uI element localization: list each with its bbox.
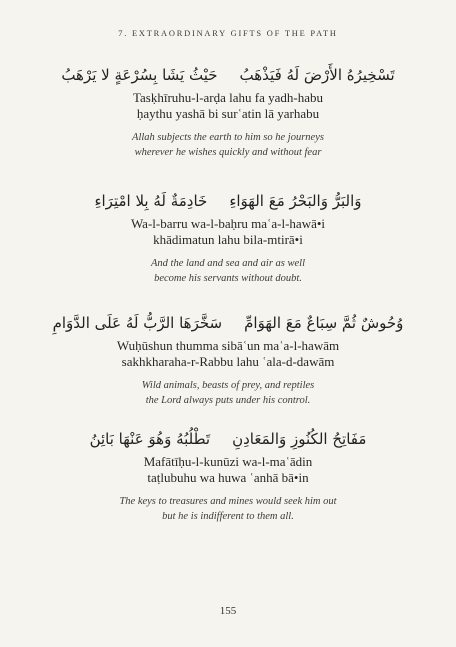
verse-3-arabic xyxy=(0,314,456,332)
verse-4-translation-line-1: The keys to treasures and mines would seek him out xyxy=(119,496,337,507)
verse-3-arabic-second-hemistich: سَخَّرَهَا الرَّبُّ لَهُ عَلَى الدَّوَامِ xyxy=(52,314,223,332)
verse-3-arabic-first-hemistich: وُحُوشٌ ثُمَّ سِبَاعٌ مَعَ الهَوَامِّ xyxy=(244,314,404,332)
verse-1-arabic-second-hemistich: حَيْثُ يَشَا بِسُرْعَةٍ لا يَرْهَبُ xyxy=(61,66,218,84)
verse-3-translation-line-2: the Lord always puts under his control. xyxy=(145,395,311,406)
verse-2-arabic-first-hemistich: وَالبَرُّ وَالبَحْرُ مَعَ الهَوَاءِ xyxy=(229,192,362,210)
verse-2-translit-line-1: Wa-l-barru wa-l-baḥru maʿa-l-hawā•i xyxy=(130,216,326,231)
verse-3 xyxy=(0,314,456,408)
verse-4-transliteration xyxy=(0,454,456,486)
verse-3-translit-line-2: sakhkharaha-r-Rabbu lahu ʿala-d-dawām xyxy=(121,354,335,369)
running-header: 7. EXTRAORDINARY GIFTS OF THE PATH xyxy=(118,29,338,38)
verse-2-arabic-second-hemistich: خَادِمَةٌ لَهُ بِلا امْتِرَاءِ xyxy=(94,192,208,210)
verse-4-translit-line-1: Mafātīḥu-l-kunūzi wa-l-maʿādin xyxy=(143,454,313,469)
verse-2-translation-line-1: And the land and sea and air as well xyxy=(151,258,305,269)
page-number: 155 xyxy=(219,605,237,617)
verse-4-arabic-second-hemistich: تَطْلُبُهُ وَهُوَ عَنْهَا بَائِنُ xyxy=(89,430,211,448)
verse-1-arabic xyxy=(0,66,456,84)
verse-4-translation xyxy=(0,494,456,524)
verse-1-translation-line-2: wherever he wishes quickly and without fear xyxy=(134,147,322,158)
verse-4-translit-line-2: taṭlubuhu wa huwa ʿanhā bā•in xyxy=(147,470,309,485)
verse-4-translation-line-2: but he is indifferent to them all. xyxy=(162,511,294,522)
verse-3-translation xyxy=(0,378,456,408)
verse-2-translation xyxy=(0,256,456,286)
verse-1-translit-line-1: Tasḳhīruhu-l-arḍa lahu fa yadh-habu xyxy=(132,90,324,105)
verse-1-translation-line-1: Allah subjects the earth to him so he journeys xyxy=(132,132,324,143)
verse-2 xyxy=(0,192,456,286)
verse-1-transliteration xyxy=(0,90,456,122)
verse-4-arabic xyxy=(0,430,456,448)
verse-4-arabic-first-hemistich: مَفَاتِحُ الكُنُوزِ وَالمَعَادِنِ xyxy=(232,430,367,448)
verse-3-transliteration xyxy=(0,338,456,370)
verse-1-translit-line-2: ḥaythu yashā bi surʿatin lā yarhabu xyxy=(136,106,320,121)
verse-2-transliteration xyxy=(0,216,456,248)
verse-3-translation-line-1: Wild animals, beasts of prey, and reptiles xyxy=(141,380,315,391)
verse-1-translation xyxy=(0,130,456,160)
verse-1-arabic-first-hemistich: تَسْخِيرُهُ الأَرْضَ لَهُ فَيَذْهَبُ xyxy=(239,66,395,84)
verse-2-translation-line-2: become his servants without doubt. xyxy=(154,273,302,284)
verse-2-translit-line-2: khādimatun lahu bila-mtirā•i xyxy=(153,232,303,247)
verse-1 xyxy=(0,66,456,160)
verse-3-translit-line-1: Wuḥūshun thumma sibāʿun maʿa-l-hawām xyxy=(116,338,340,353)
verse-4 xyxy=(0,430,456,524)
verse-2-arabic xyxy=(0,192,456,210)
